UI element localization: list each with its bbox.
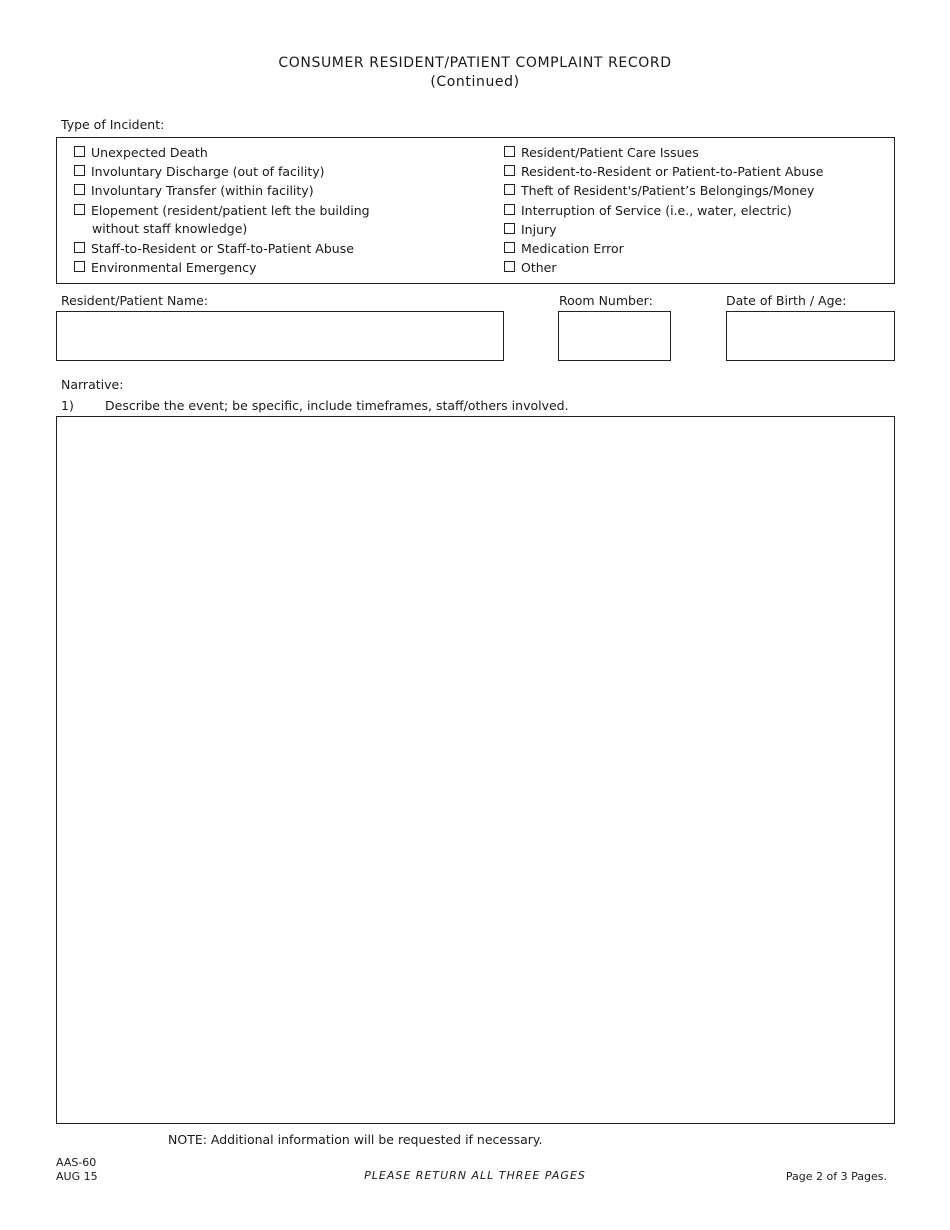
additional-info-note: NOTE: Additional information will be requested if necessary. xyxy=(168,1132,543,1147)
page-number: Page 2 of 3 Pages. xyxy=(785,1170,887,1183)
checkbox[interactable] xyxy=(504,204,515,215)
incident-option-other[interactable]: Other xyxy=(504,257,557,276)
dob-age-field[interactable] xyxy=(726,311,895,361)
incident-option-unexpected-death[interactable]: Unexpected Death xyxy=(74,142,208,161)
checkbox[interactable] xyxy=(74,184,85,195)
checkbox[interactable] xyxy=(504,146,515,157)
resident-name-label: Resident/Patient Name: xyxy=(61,293,209,308)
room-number-label: Room Number: xyxy=(559,293,653,308)
narrative-item-number: 1) xyxy=(61,398,74,413)
incident-option-staff-abuse[interactable]: Staff-to-Resident or Staff-to-Patient Abuse xyxy=(74,238,354,257)
incident-type-label: Type of Incident: xyxy=(61,117,165,132)
checkbox[interactable] xyxy=(504,184,515,195)
form-subtitle: (Continued) xyxy=(430,74,520,90)
return-pages-notice: PLEASE RETURN ALL THREE PAGES xyxy=(364,1169,586,1182)
narrative-text-area[interactable] xyxy=(56,416,895,1124)
incident-option-environmental-emergency[interactable]: Environmental Emergency xyxy=(74,257,256,276)
room-number-field[interactable] xyxy=(558,311,671,361)
checkbox[interactable] xyxy=(74,165,85,176)
narrative-item-instructions: Describe the event; be specific, include timeframes, staff/others involved. xyxy=(105,398,569,413)
incident-option-medication-error[interactable]: Medication Error xyxy=(504,238,624,257)
dob-age-label: Date of Birth / Age: xyxy=(726,293,847,308)
checkbox[interactable] xyxy=(74,242,85,253)
checkbox[interactable] xyxy=(504,223,515,234)
checkbox[interactable] xyxy=(504,261,515,272)
form-date: AUG 15 xyxy=(56,1170,98,1183)
form-id: AAS-60 xyxy=(56,1156,97,1169)
checkbox[interactable] xyxy=(504,242,515,253)
checkbox[interactable] xyxy=(74,204,85,215)
form-title: CONSUMER RESIDENT/PATIENT COMPLAINT RECORD xyxy=(278,55,672,71)
incident-option-care-issues[interactable]: Resident/Patient Care Issues xyxy=(504,142,699,161)
incident-option-theft[interactable]: Theft of Resident's/Patient’s Belongings/Money xyxy=(504,180,814,199)
narrative-label: Narrative: xyxy=(61,377,124,392)
checkbox[interactable] xyxy=(504,165,515,176)
incident-option-interruption-of-service[interactable]: Interruption of Service (i.e., water, electric) xyxy=(504,200,792,219)
checkbox[interactable] xyxy=(74,146,85,157)
incident-option-elopement-continuation: without staff knowledge) xyxy=(92,221,248,236)
incident-option-involuntary-transfer[interactable]: Involuntary Transfer (within facility) xyxy=(74,180,314,199)
incident-option-injury[interactable]: Injury xyxy=(504,219,557,238)
incident-option-resident-abuse[interactable]: Resident-to-Resident or Patient-to-Patient Abuse xyxy=(504,161,823,180)
incident-option-involuntary-discharge[interactable]: Involuntary Discharge (out of facility) xyxy=(74,161,325,180)
resident-name-field[interactable] xyxy=(56,311,504,361)
checkbox[interactable] xyxy=(74,261,85,272)
incident-option-elopement[interactable]: Elopement (resident/patient left the building xyxy=(74,200,370,219)
